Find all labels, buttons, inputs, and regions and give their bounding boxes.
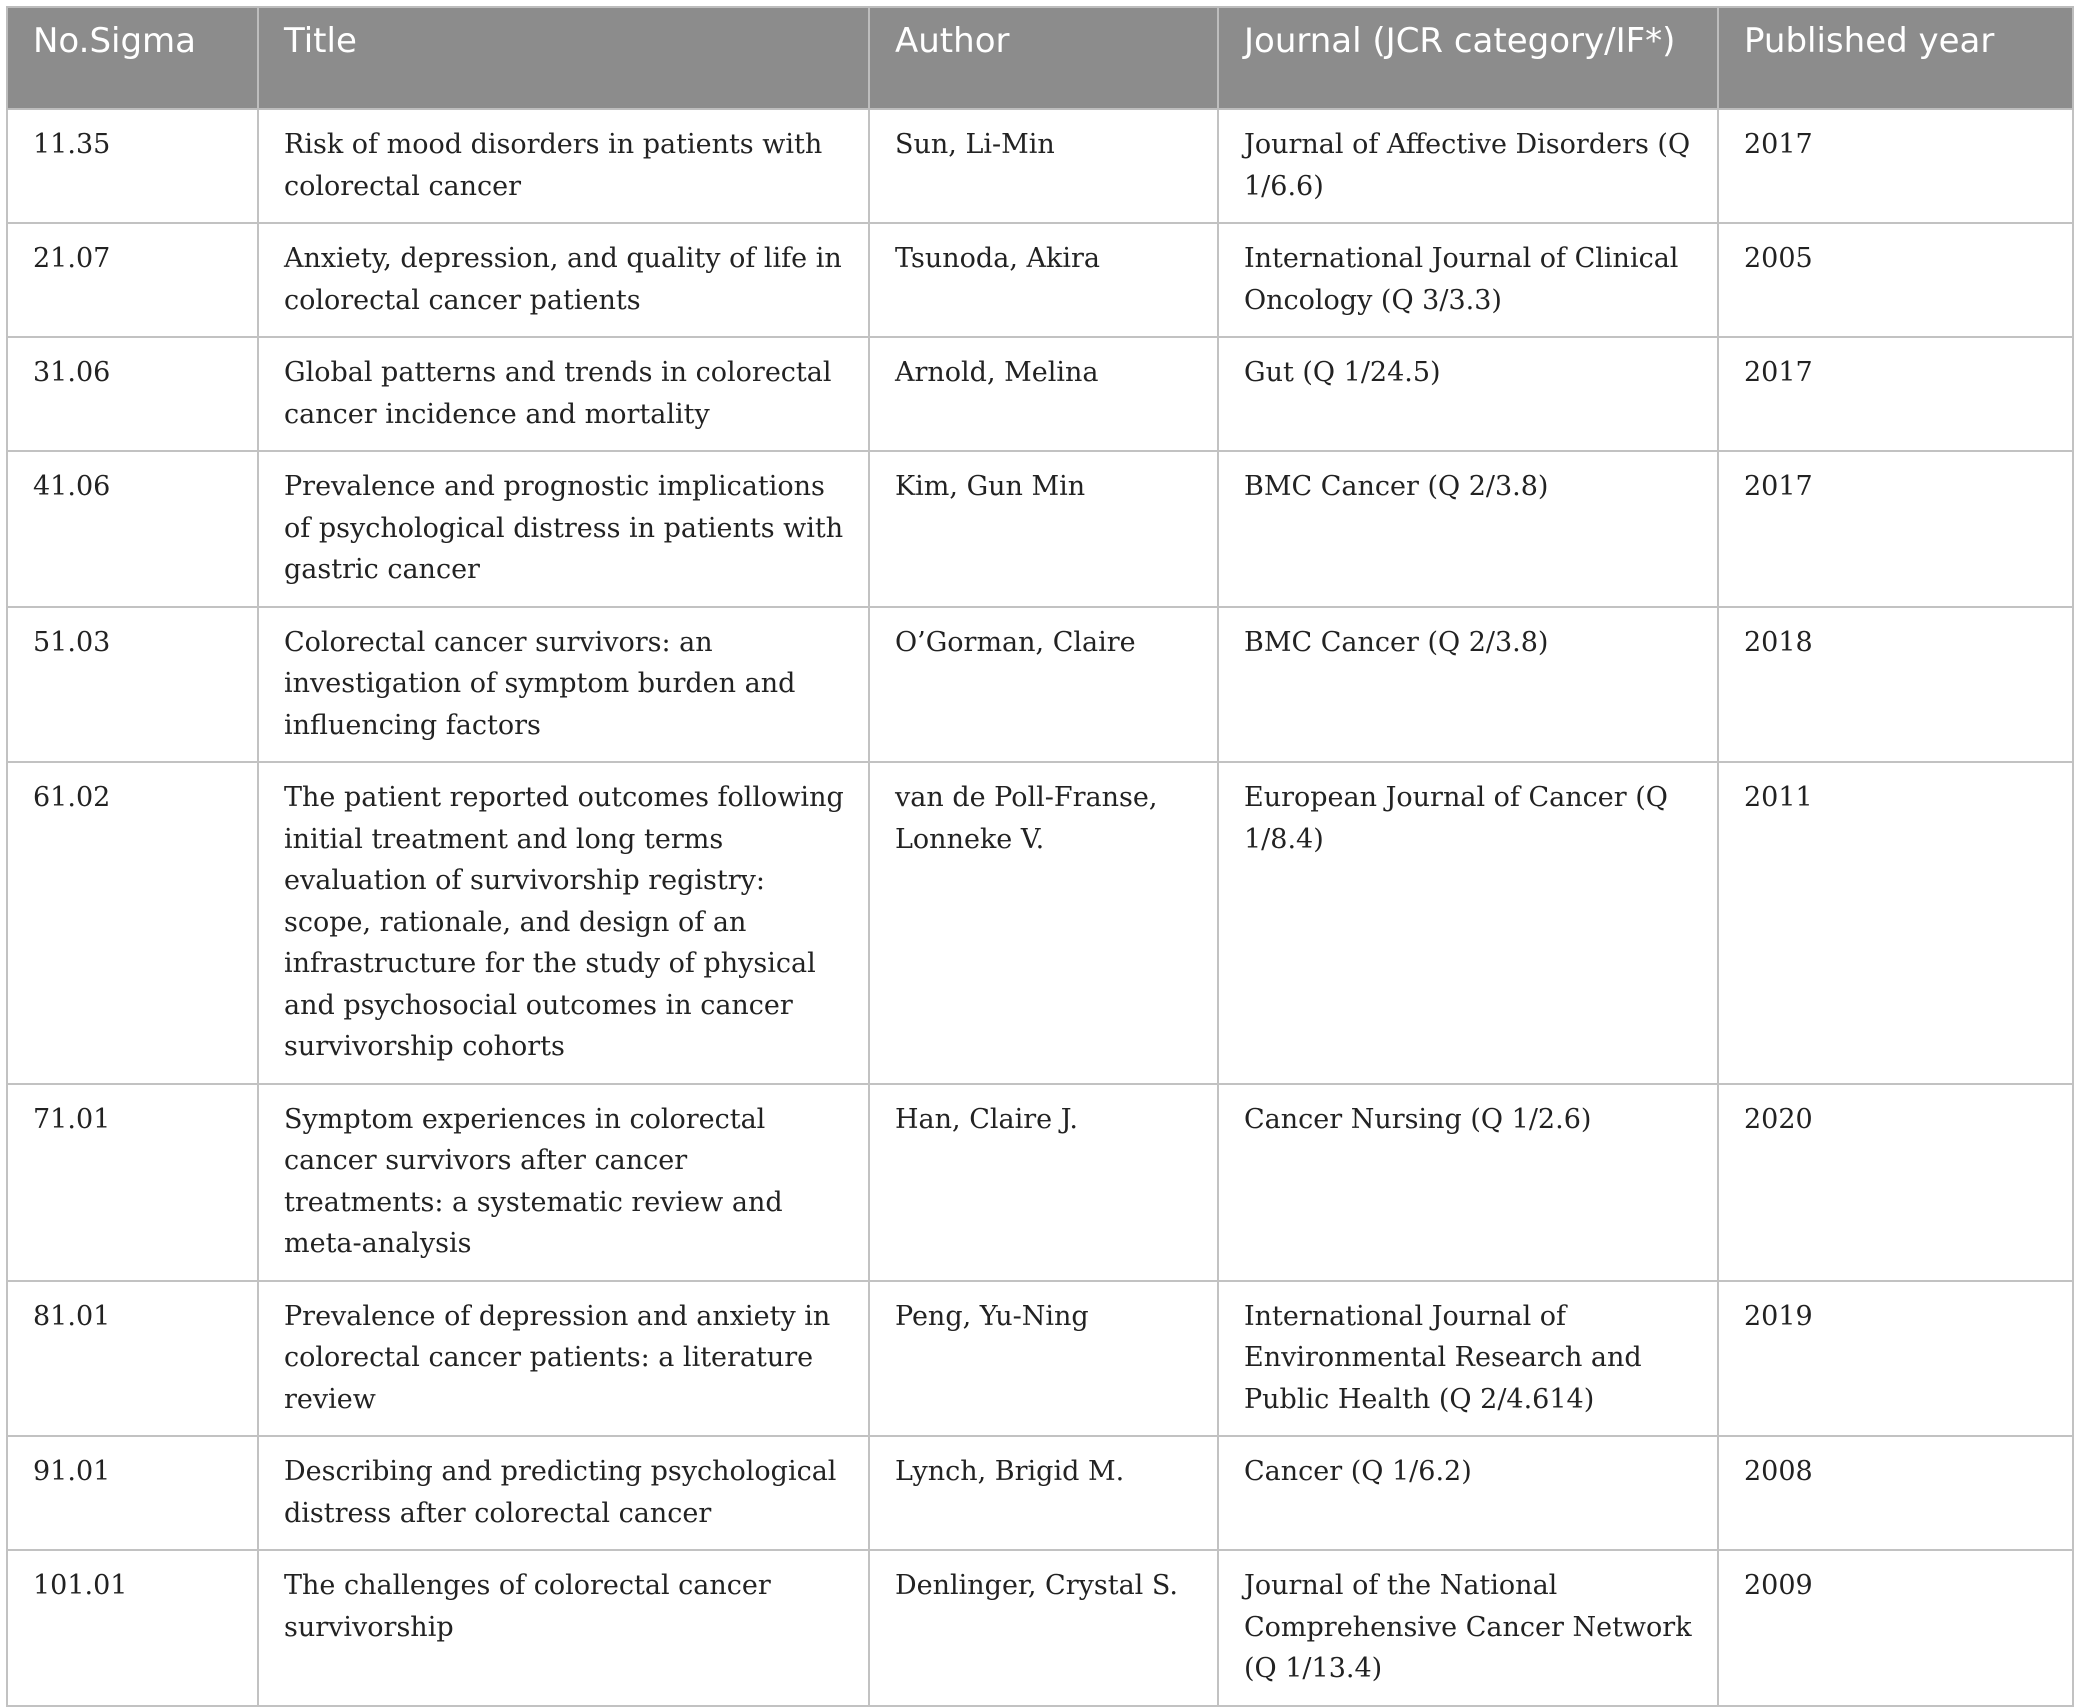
- cell-title: Prevalence of depression and anxiety in colorectal cancer patients: a literature review: [258, 1281, 869, 1437]
- table-row: [7, 223, 2073, 337]
- cell-journal: European Journal of Cancer (Q 1/8.4): [1218, 762, 1718, 1084]
- cell-year: 2008: [1718, 1436, 2073, 1550]
- cell-year: 2018: [1718, 607, 2073, 763]
- cell-author: Tsunoda, Akira: [869, 223, 1218, 337]
- cell-sigma: 51.03: [7, 607, 258, 763]
- cell-journal: Cancer Nursing (Q 1/2.6): [1218, 1084, 1718, 1281]
- table-body: [7, 109, 2073, 1706]
- cell-journal: International Journal of Environmental Research and Public Health (Q 2/4.614): [1218, 1281, 1718, 1437]
- cell-title: Describing and predicting psychological distress after colorectal cancer: [258, 1436, 869, 1550]
- table-row: [7, 1550, 2073, 1706]
- cell-title: Colorectal cancer survivors: an investigation of symptom burden and influencing factors: [258, 607, 869, 763]
- cell-author: van de Poll-Franse, Lonneke V.: [869, 762, 1218, 1084]
- cell-title: The challenges of colorectal cancer survivorship: [258, 1550, 869, 1706]
- cell-author: O’Gorman, Claire: [869, 607, 1218, 763]
- cell-sigma: 91.01: [7, 1436, 258, 1550]
- cell-journal: Cancer (Q 1/6.2): [1218, 1436, 1718, 1550]
- cell-title: Risk of mood disorders in patients with colorectal cancer: [258, 109, 869, 223]
- cell-author: Kim, Gun Min: [869, 451, 1218, 607]
- header-journal: Journal (JCR category/IF*): [1218, 7, 1718, 109]
- cell-journal: Journal of the National Comprehensive Cancer Network (Q 1/13.4): [1218, 1550, 1718, 1706]
- cell-title: Prevalence and prognostic implications of psychological distress in patients with gastric cancer: [258, 451, 869, 607]
- cell-journal: BMC Cancer (Q 2/3.8): [1218, 607, 1718, 763]
- header-row: [7, 7, 2073, 109]
- header-title: Title: [258, 7, 869, 109]
- cell-journal: Journal of Affective Disorders (Q 1/6.6): [1218, 109, 1718, 223]
- cell-author: Peng, Yu-Ning: [869, 1281, 1218, 1437]
- cell-journal: Gut (Q 1/24.5): [1218, 337, 1718, 451]
- table-row: [7, 607, 2073, 763]
- cell-author: Arnold, Melina: [869, 337, 1218, 451]
- cell-title: The patient reported outcomes following initial treatment and long terms evaluation of survivorship registry: scope, rationale, and design of an infrastructure for the study of physical and psychosocial outcomes in cancer survivorship cohorts: [258, 762, 869, 1084]
- cell-sigma: 21.07: [7, 223, 258, 337]
- table-row: [7, 1436, 2073, 1550]
- literature-table: [6, 6, 2074, 1707]
- cell-year: 2005: [1718, 223, 2073, 337]
- cell-year: 2017: [1718, 451, 2073, 607]
- cell-year: 2020: [1718, 1084, 2073, 1281]
- cell-author: Sun, Li-Min: [869, 109, 1218, 223]
- cell-sigma: 41.06: [7, 451, 258, 607]
- cell-author: Lynch, Brigid M.: [869, 1436, 1218, 1550]
- table-row: [7, 1084, 2073, 1281]
- cell-sigma: 61.02: [7, 762, 258, 1084]
- table-row: [7, 762, 2073, 1084]
- table-row: [7, 451, 2073, 607]
- table-row: [7, 337, 2073, 451]
- cell-author: Denlinger, Crystal S.: [869, 1550, 1218, 1706]
- cell-year: 2017: [1718, 337, 2073, 451]
- cell-sigma: 101.01: [7, 1550, 258, 1706]
- cell-sigma: 81.01: [7, 1281, 258, 1437]
- cell-sigma: 71.01: [7, 1084, 258, 1281]
- header-author: Author: [869, 7, 1218, 109]
- cell-year: 2011: [1718, 762, 2073, 1084]
- cell-title: Global patterns and trends in colorectal cancer incidence and mortality: [258, 337, 869, 451]
- cell-journal: International Journal of Clinical Oncology (Q 3/3.3): [1218, 223, 1718, 337]
- header-year: Published year: [1718, 7, 2073, 109]
- header-sigma: No.Sigma: [7, 7, 258, 109]
- cell-year: 2017: [1718, 109, 2073, 223]
- cell-title: Symptom experiences in colorectal cancer survivors after cancer treatments: a systematic review and meta-analysis: [258, 1084, 869, 1281]
- cell-title: Anxiety, depression, and quality of life in colorectal cancer patients: [258, 223, 869, 337]
- table-row: [7, 109, 2073, 223]
- cell-journal: BMC Cancer (Q 2/3.8): [1218, 451, 1718, 607]
- cell-year: 2019: [1718, 1281, 2073, 1437]
- cell-year: 2009: [1718, 1550, 2073, 1706]
- cell-sigma: 31.06: [7, 337, 258, 451]
- table-header: [7, 7, 2073, 109]
- table-row: [7, 1281, 2073, 1437]
- cell-author: Han, Claire J.: [869, 1084, 1218, 1281]
- cell-sigma: 11.35: [7, 109, 258, 223]
